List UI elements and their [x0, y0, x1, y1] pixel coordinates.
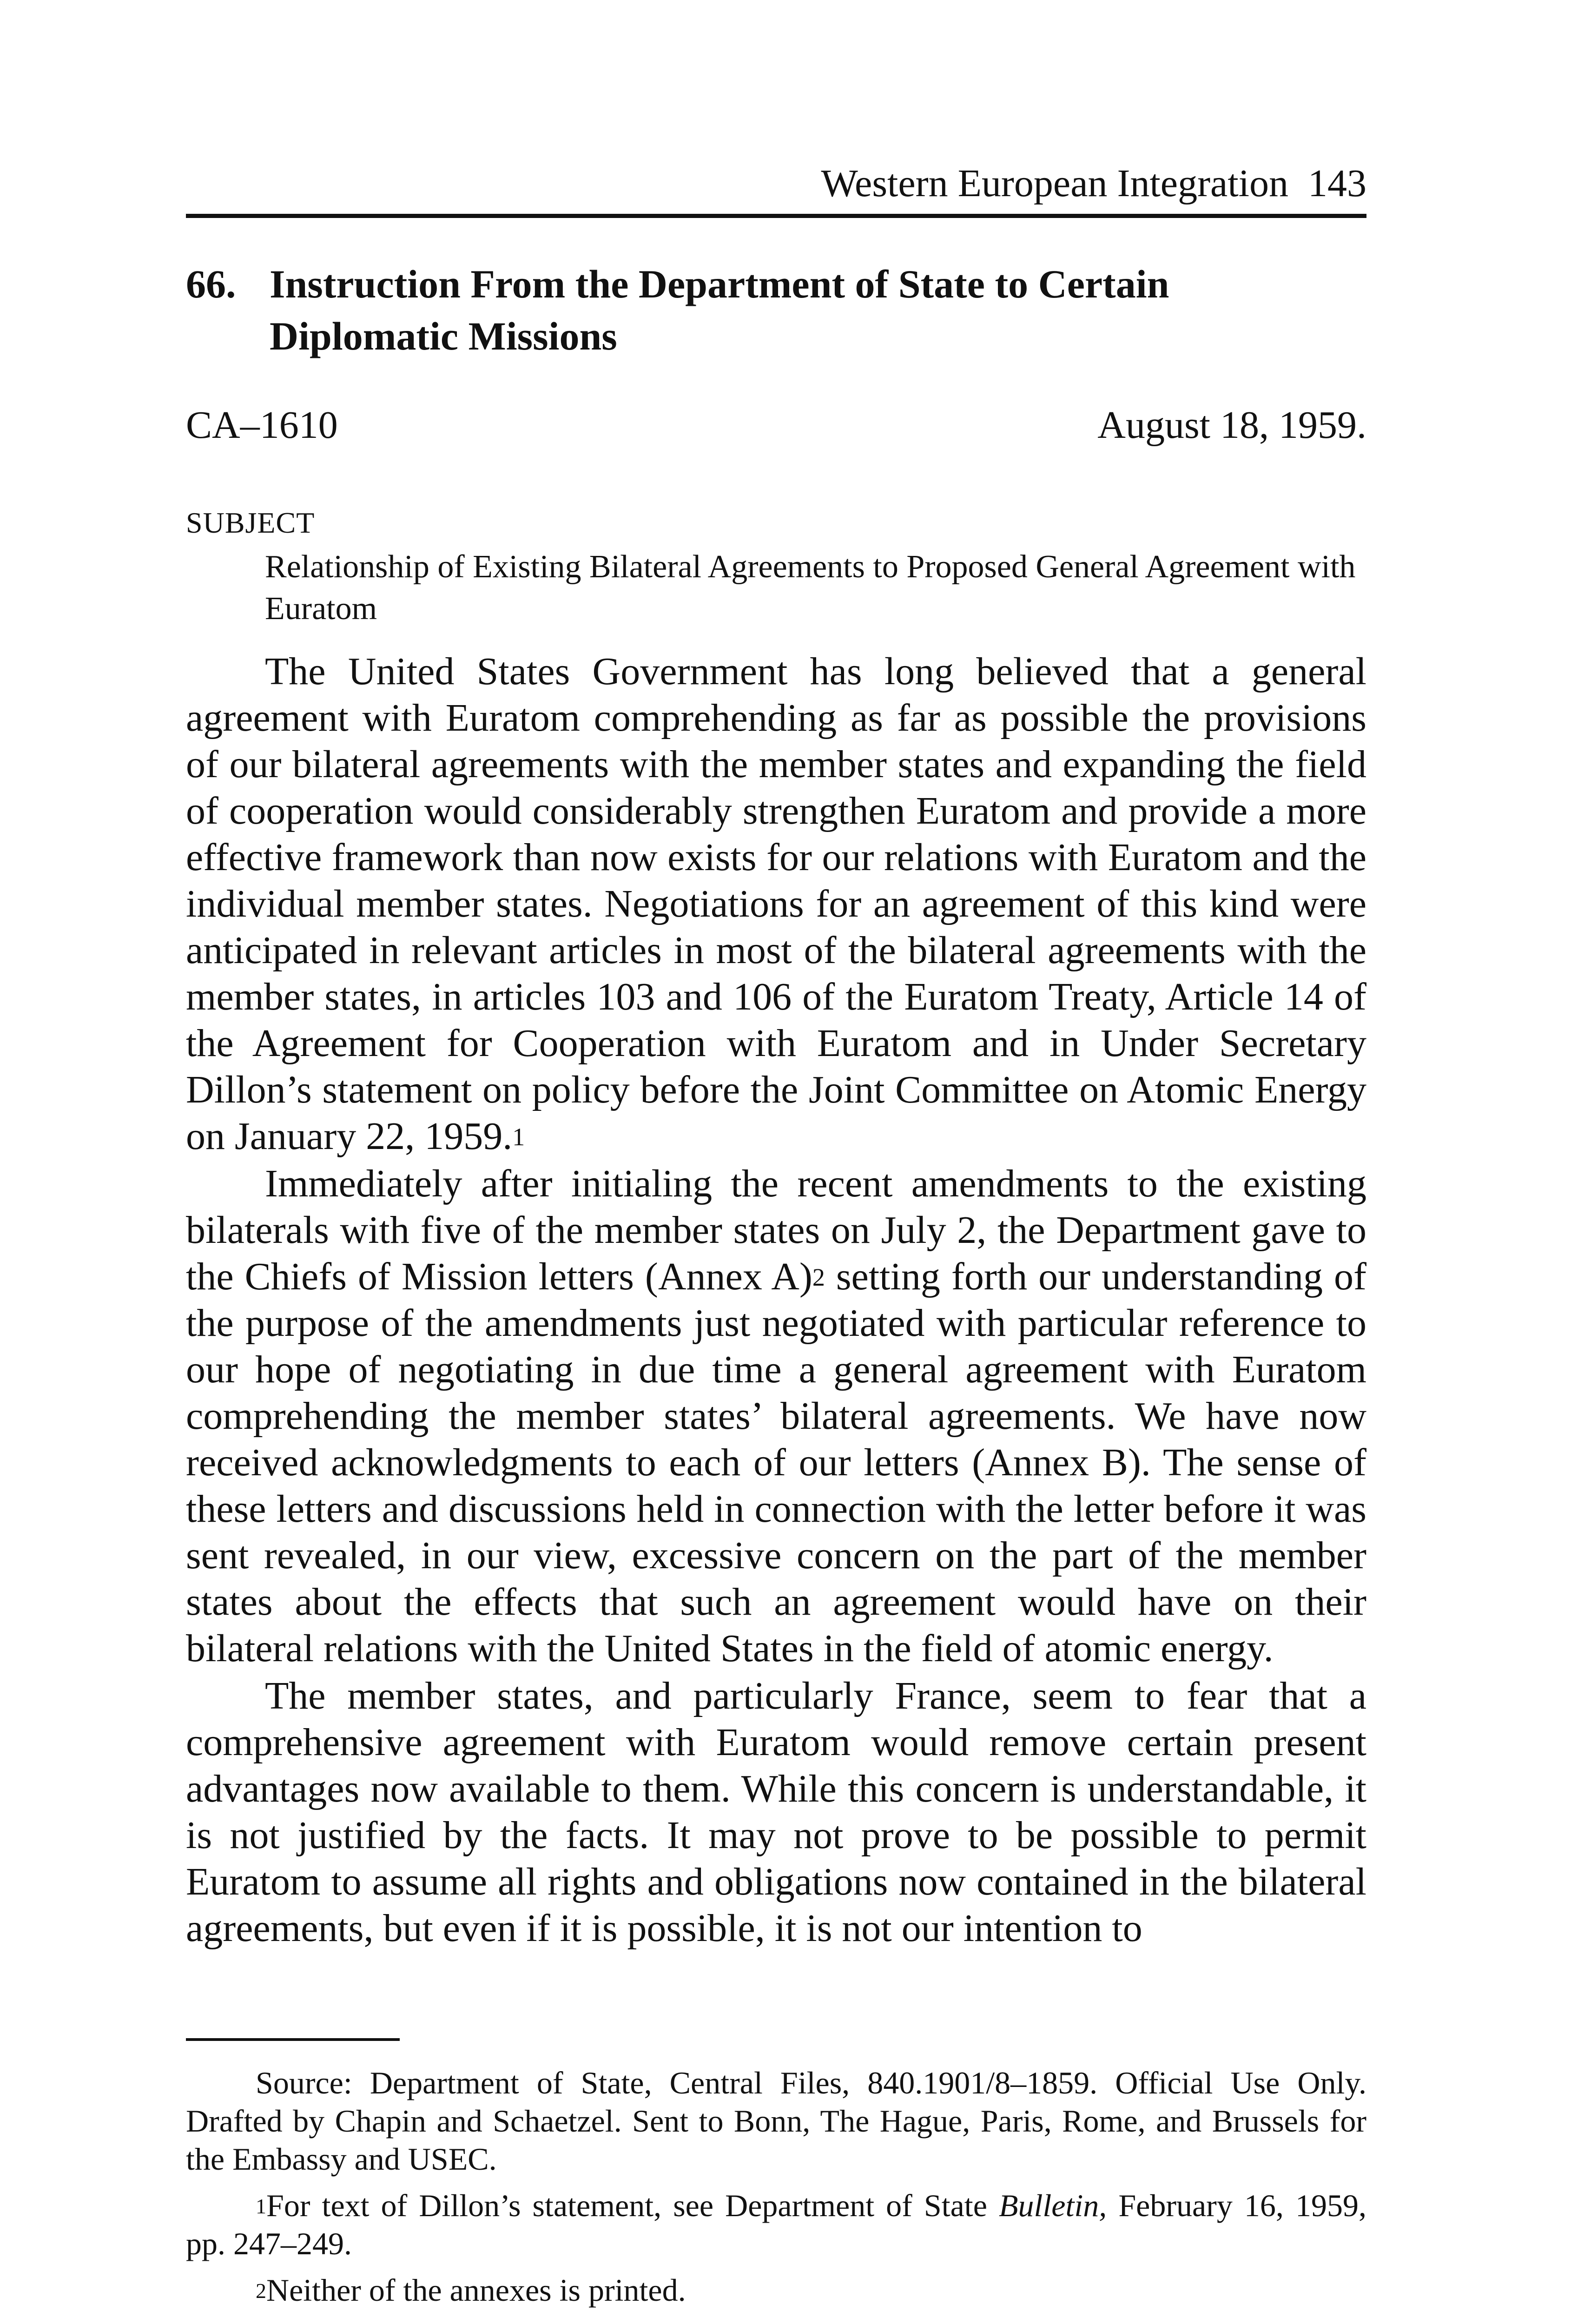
paragraph-2	[186, 1161, 1366, 1672]
paragraph-2-text-a: Immediately after initialing the recent amendments to the existing bilaterals with five of the member states on July 2, the Department gave to the Chiefs of Mission letters (Annex A)	[186, 1162, 1366, 1298]
document-title: Instruction From the Department of State to Certain Diplomatic Missions	[270, 262, 1169, 358]
footnote-ref-1: 1	[512, 1123, 525, 1151]
footnote-2	[186, 2271, 1366, 2309]
paragraph-1	[186, 648, 1366, 1160]
footnote-rule	[186, 2038, 400, 2041]
footnote-1-text-a: For text of Dillon’s statement, see Department of State	[266, 2188, 999, 2223]
footnote-1	[186, 2186, 1366, 2263]
paragraph-2-text-b: setting forth our understanding of the purpose of the amendments just negotiated with particular reference to our hope of negotiating in due time a general agreement with Euratom comprehending the member states’ bilateral agreements. We have now received acknowledgments to each of our letters (Annex B). The sense of these letters and discussions held in connection with the letter before it was sent revealed, in our view, excessive concern on the part of the member states about the effects that such an agreement would have on their bilateral relations with the United States in the field of atomic energy.	[186, 1255, 1366, 1670]
paragraph-3-text: The member states, and particularly France, seem to fear that a comprehensive agreement with Euratom would remove certain present advantages now available to them. While this concern is understandable, it is not justified by the facts. It may not prove to be possible to permit Euratom to assume all rights and obligations now contained in the bilateral agreements, but even if it is possible, it is not our intention to	[186, 1674, 1366, 1950]
source-note: Source: Department of State, Central Files, 840.1901/8–1859. Official Use Only. Drafted by Chapin and Schaetzel. Sent to Bonn, The Hague, Paris, Rome, and Brussels for the Embassy and USEC.	[186, 2065, 1366, 2177]
header-rule	[186, 214, 1366, 218]
footnote-2-number: 2	[256, 2279, 266, 2303]
subject-label: SUBJECT	[186, 506, 315, 539]
page-number: 143	[1308, 162, 1366, 205]
running-header	[186, 160, 1366, 207]
document-reference: CA–1610	[186, 403, 338, 447]
paragraph-3	[186, 1673, 1366, 1952]
footnotes	[186, 2064, 1366, 2317]
running-title: Western European Integration	[821, 162, 1288, 205]
footnote-1-number: 1	[256, 2194, 266, 2218]
footnote-ref-2: 2	[812, 1263, 825, 1291]
footnote-2-text: Neither of the annexes is printed.	[266, 2272, 686, 2308]
paragraph-1-text: The United States Government has long believed that a general agreement with Euratom comprehending as far as possible the provisions of our bilateral agreements with the member states and expanding the field of cooperation would considerably strengthen Euratom and provide a more effective framework than now exists for our relations with Euratom and the individual member states. Negotiations for an agreement of this kind were anticipated in relevant articles in most of the bilateral agreements with the member states, in articles 103 and 106 of the Euratom Treaty, Article 14 of the Agreement for Cooperation with Euratom and in Under Secretary Dillon’s statement on policy before the Joint Committee on Atomic Energy on January 22, 1959.	[186, 650, 1366, 1158]
subject-text: Relationship of Existing Bilateral Agreements to Proposed General Agreement with Euratom	[265, 549, 1356, 627]
document-date: August 18, 1959.	[1097, 403, 1366, 447]
body-text	[186, 648, 1366, 1953]
footnote-1-text-b: February 16, 1959, pp. 247–249.	[186, 2188, 1366, 2261]
document-number: 66.	[186, 262, 236, 306]
footnote-1-italic: Bulletin,	[998, 2188, 1107, 2223]
